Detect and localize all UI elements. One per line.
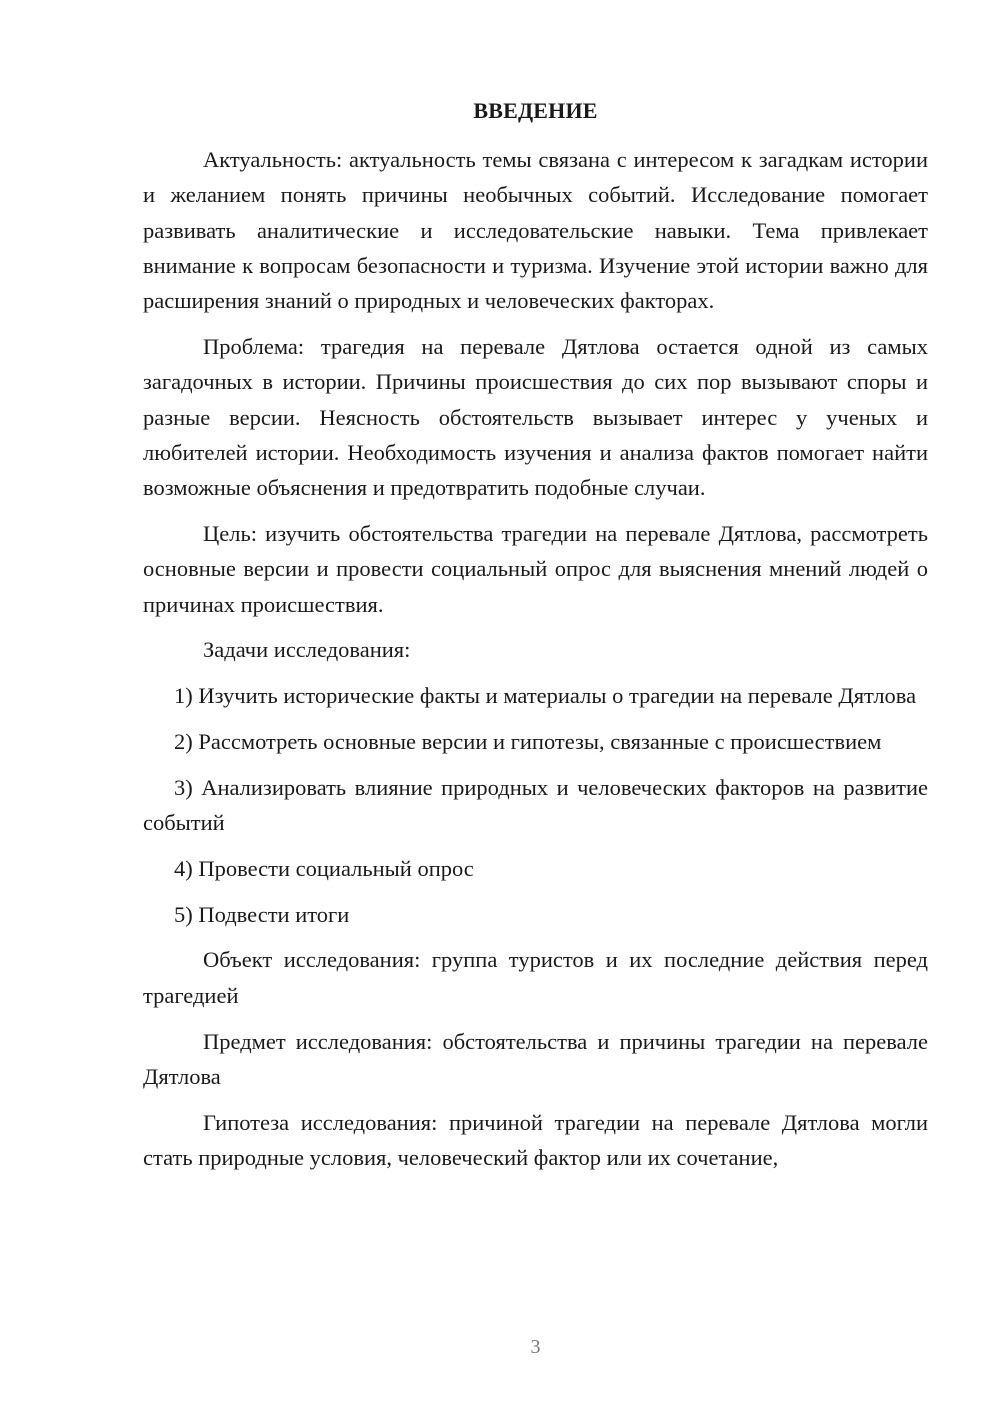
tasks-heading: Задачи исследования:: [203, 637, 411, 663]
paragraph-hypothesis: Гипотеза исследования: причиной трагедии на перевале Дятлова могли стать природные условия, человеческий фактор или их сочетание,: [143, 1109, 928, 1170]
document-page: [143, 0, 928, 1414]
task-item-5: 5) Подвести итоги: [174, 901, 350, 927]
page-number: 3: [530, 1336, 541, 1358]
document-body: [143, 142, 928, 1186]
paragraph-subject: Предмет исследования: обстоятельства и причины трагедии на перевале Дятлова: [143, 1028, 928, 1089]
paragraph-goal: Цель: изучить обстоятельства трагедии на перевале Дятлова, рассмотреть основные версии и провести социальный опрос для выяснения мнений людей о причинах происшествия.: [143, 520, 928, 617]
task-item-1: 1) Изучить исторические факты и материалы о трагедии на перевале Дятлова: [174, 683, 917, 709]
page-title: ВВЕДЕНИЕ: [473, 98, 598, 123]
task-item-2: 2) Рассмотреть основные версии и гипотезы, связанные с происшествием: [174, 728, 882, 754]
paragraph-problem: Проблема: трагедия на перевале Дятлова остается одной из самых загадочных в истории. Причины происшествия до сих пор вызывают споры и разные версии. Неясность обстоятельств вызывает интерес у ученых и любителей истории. Необходимость изучения и анализа фактов помогает найти возможные объяснения и предотвратить подобные случаи.: [143, 333, 928, 501]
task-item-4: 4) Провести социальный опрос: [174, 855, 474, 881]
task-item-3: 3) Анализировать влияние природных и человеческих факторов на развитие событий: [143, 774, 928, 836]
paragraph-relevance: Актуальность: актуальность темы связана с интересом к загадкам истории и желанием понять причины необычных событий. Исследование помогает развивать аналитические и исследовательские навыки. Тема привлекает внимание к вопросам безопасности и туризма. Изучение этой истории важно для расширения знаний о природных и человеческих факторах.: [143, 147, 928, 314]
paragraph-object: Объект исследования: группа туристов и их последние действия перед трагедией: [143, 947, 928, 1008]
